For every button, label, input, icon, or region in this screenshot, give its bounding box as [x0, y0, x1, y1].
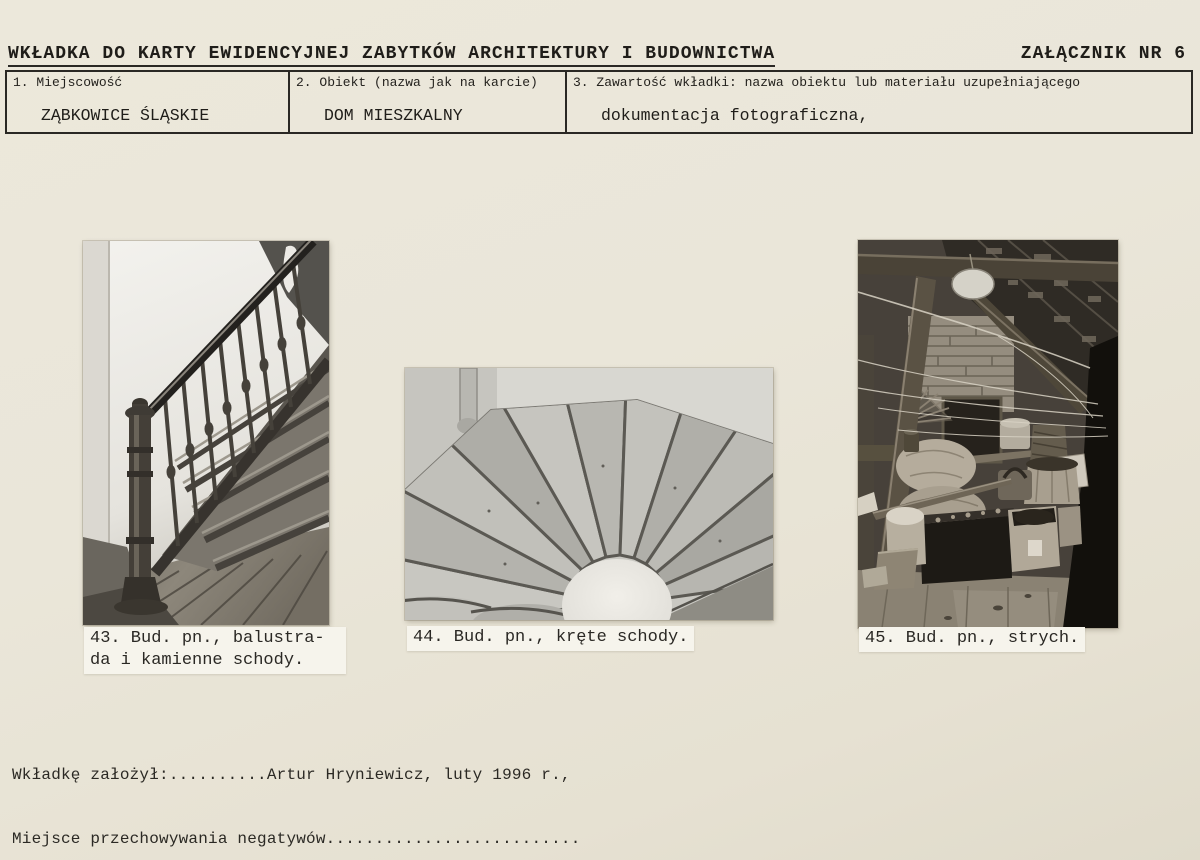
photo-44-caption: 44. Bud. pn., kręte schody.	[407, 626, 694, 651]
field-contents-value: dokumentacja fotograficzna,	[601, 106, 869, 125]
field-object-label: 2. Obiekt (nazwa jak na karcie)	[296, 75, 538, 90]
field-object	[290, 72, 567, 132]
field-object-value: DOM MIESZKALNY	[324, 106, 463, 125]
photo-43-caption-line2: da i kamienne schody.	[90, 651, 305, 671]
photo-43-balustrade-stairs	[83, 241, 329, 625]
photo-44-drawing	[405, 368, 773, 620]
field-locality	[7, 72, 290, 132]
field-contents-label: 3. Zawartość wkładki: nazwa obiektu lub materiału uzupełniającego	[573, 75, 1081, 90]
field-locality-value: ZĄBKOWICE ŚLĄSKIE	[41, 106, 210, 125]
photo-45-attic	[858, 240, 1118, 628]
photo-43-drawing	[83, 241, 329, 625]
photo-44-winding-stairs	[405, 368, 773, 620]
negatives-line: Miejsce przechowywania negatywów..........................	[12, 830, 581, 848]
photo-45-caption: 45. Bud. pn., strych.	[859, 627, 1085, 652]
field-contents	[567, 72, 1191, 132]
page-title: WKŁADKA DO KARTY EWIDENCYJNEJ ZABYTKÓW ARCHITEKTURY I BUDOWNICTWA	[8, 44, 775, 67]
attachment-label: ZAŁĄCZNIK NR 6	[1020, 44, 1186, 64]
photo-45-drawing	[858, 240, 1118, 628]
photo-43-caption-line1: 43. Bud. pn., balustra-	[90, 629, 325, 648]
field-locality-label: 1. Miejscowość	[13, 75, 123, 90]
photo-43-caption	[84, 627, 346, 674]
founder-line: Wkładkę założył:..........Artur Hryniewicz, luty 1996 r.,	[12, 766, 571, 784]
record-table	[5, 70, 1193, 134]
